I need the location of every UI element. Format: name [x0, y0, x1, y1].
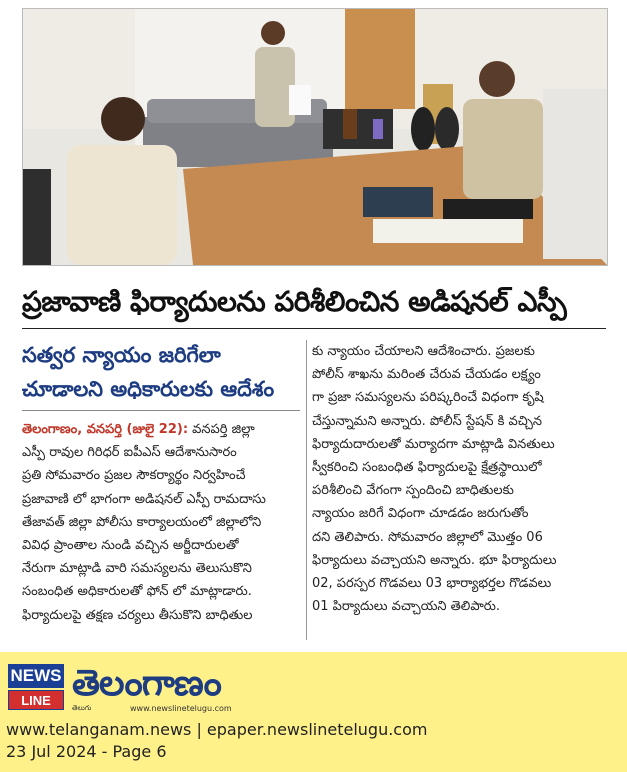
logo-line-text: LINE	[8, 690, 64, 710]
article-line: సంబంధిత అధికారులతో ఫోన్ లో మాట్లాడారు.	[22, 584, 252, 600]
subheadline-line-1: సత్వర న్యాయం జరిగేలా	[22, 343, 221, 367]
logo-news-text: NEWS	[8, 664, 64, 688]
column-divider	[306, 340, 307, 640]
headline: ప్రజావాణి ఫిర్యాదులను పరిశీలించిన అడిషనల్ ఎస్పీ	[22, 276, 606, 329]
article-line: ప్రతి సోమవారం ప్రజల సౌకర్యార్థం నిర్వహించే	[22, 468, 246, 484]
newsline-logo	[8, 664, 64, 712]
article-line: స్వీకరించి సంబంధిత ఫిర్యాదులపై క్షేత్రస్థాయిలో	[312, 459, 542, 475]
article-line: న్యాయం జరిగే విధంగా చూడడం జరుగుతోం	[312, 506, 529, 522]
article-line: ప్రజావాణి లో భాగంగా అడిషనల్ ఎస్పీ రామదాసు	[22, 491, 266, 507]
article-line: ఫిర్యాదులపై తక్షణ చర్యలు తీసుకొని బాధితుల	[22, 607, 253, 623]
article-line: 01 పిర్యాదులు వచ్చాయని తెలిపారు.	[312, 599, 501, 615]
article-first-line	[22, 418, 302, 441]
brand-url: www.newslinetelugu.com	[130, 704, 232, 713]
subheadline-line-2: చూడాలని అధికారులకు ఆదేశం	[22, 377, 275, 401]
footer	[0, 652, 627, 772]
subheadline-divider	[22, 410, 300, 411]
article-line: ఫిర్యాదులు వచ్చాయని అన్నారు. భూ ఫిర్యాదులు	[312, 552, 557, 568]
article-line: ఫిర్యాదుదారులతో మర్యాదగా మాట్లాడి వినతులు	[312, 436, 555, 452]
footer-date-page: 23 Jul 2024 - Page 6	[6, 742, 167, 761]
article-line: వివిధ ప్రాంతాల నుండి వచ్చిన అర్జీదారులతో	[22, 537, 239, 553]
article-line: పరిశీలించి వేగంగా స్పందించి బాధితులకు	[312, 483, 514, 499]
article-column-right	[312, 340, 608, 618]
news-photo	[22, 8, 608, 266]
article-line: 02, పరస్పర గొడవలు 03 భార్యాభర్తల గొడవలు	[312, 575, 552, 591]
article-line: నేరుగా మాట్లాడి వారి సమస్యలను తెలుసుకొని	[22, 561, 252, 577]
article-line: పోలీస్ శాఖను మరింత చేరువ చేయడం లక్ష్యం	[312, 367, 541, 383]
article-column-left	[22, 418, 302, 627]
dateline: తెలంగాణం, వనపర్తి (జులై 22):	[22, 422, 189, 437]
brand-small-tag: తెలుగు	[72, 704, 92, 712]
first-line-text: వనపర్తి జిల్లా	[188, 422, 255, 437]
article-line: చేస్తున్నామని అన్నారు. పోలీస్ స్టేషన్ కి వచ్చిన	[312, 413, 543, 429]
article-line: దని తెలిపారు. సోమవారం జిల్లాలో మొత్తం 06	[312, 529, 543, 545]
article-line: గా ప్రజా సమస్యలను పరిష్కరించే విధంగా కృషి	[312, 390, 544, 406]
brand-name: తెలంగాణం	[72, 663, 221, 704]
article-line: తేజావత్ జిల్లా పోలీసు కార్యాలయంలో జిల్లాలోని	[22, 514, 262, 530]
photo-illustration	[23, 9, 607, 265]
article-line: ఎస్పీ రావుల గిరిధర్ ఐపీఎస్ ఆదేశానుసారం	[22, 445, 237, 461]
footer-links: www.telanganam.news | epaper.newslinetelugu.com	[6, 720, 428, 739]
article-line: కు న్యాయం చేయాలని ఆదేశించారు. ప్రజలకు	[312, 344, 535, 359]
